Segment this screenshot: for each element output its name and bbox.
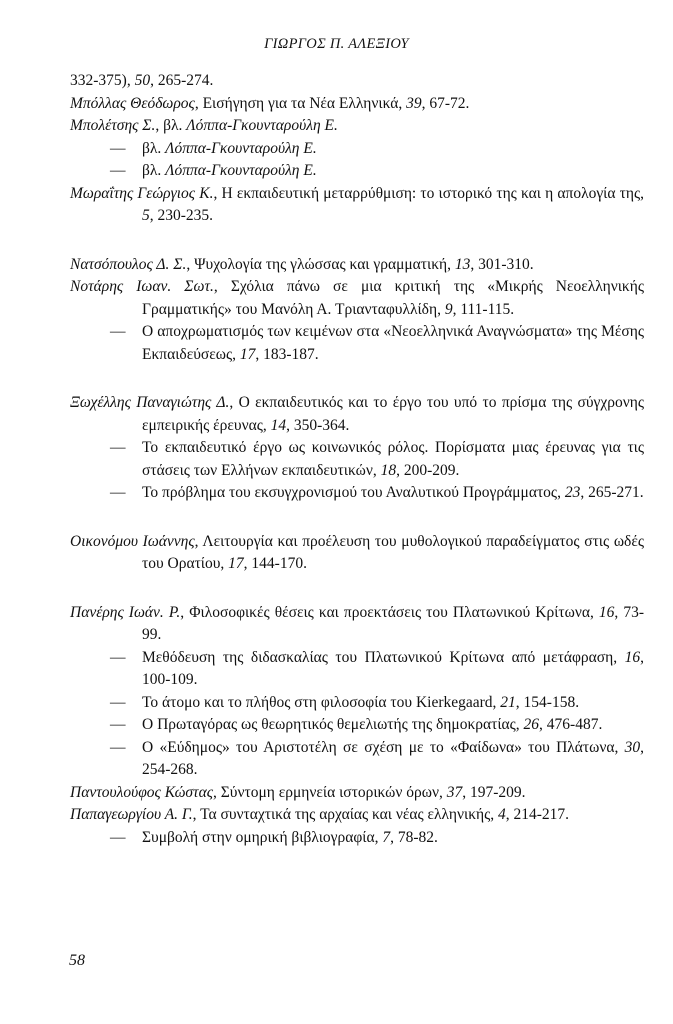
ditto-dash: — <box>110 162 126 179</box>
author-name: Μπολέτσης Σ. <box>70 117 156 134</box>
entry-text: , 144-170. <box>243 555 307 572</box>
index-entry <box>70 531 644 576</box>
citation-italic: Λόππα-Γκουνταρούλη Ε. <box>165 162 317 179</box>
entry-text: βλ. <box>142 139 166 157</box>
citation-italic: 14 <box>270 416 287 434</box>
entry-text: , 265-274. <box>150 72 214 89</box>
entry-text: , 230-235. <box>149 207 214 224</box>
entry-text: , 265-271. <box>580 484 644 501</box>
ditto-dash: — <box>110 484 126 501</box>
index-subentry <box>70 321 644 366</box>
author-name: Παντουλούφος Κώστας <box>70 783 214 801</box>
entry-text: , Φιλοσοφικές θέσεις και προεκτάσεις του Πλατωνικού Κρίτωνα, <box>180 603 599 621</box>
index-subentry <box>70 160 644 183</box>
index-entry <box>70 254 644 277</box>
page-number: 58 <box>69 952 85 969</box>
citation-italic: 17 <box>228 555 244 572</box>
entry-text: 332-375), <box>70 72 135 89</box>
running-head: ΓΙΩΡΓΟΣ Π. ΑΛΕΞΙΟΥ <box>264 36 409 52</box>
citation-italic: 30 <box>624 738 641 756</box>
entry-text: , Τα συνταχτικά της αρχαίας και νέας ελληνικής, <box>192 806 498 823</box>
citation-italic: 16 <box>624 648 641 666</box>
entry-text: , 100-109. <box>142 648 644 688</box>
author-name: Ξωχέλλης Παναγιώτης Δ. <box>70 394 230 411</box>
entry-text: , 73-99. <box>142 603 645 643</box>
entry-text: Ο «Εύδημος» του Αριστοτέλη σε σχέση με το «Φαίδωνα» του Πλάτωνα, <box>142 738 625 756</box>
ditto-dash: — <box>110 323 126 340</box>
ditto-dash: — <box>110 828 126 846</box>
entry-text: , 254-268. <box>142 738 644 778</box>
entry-text: Το πρόβλημα του εκσυγχρονισμού του Αναλυτικού Προγράμματος, <box>142 484 565 501</box>
index-entry <box>70 115 644 138</box>
index-subentry <box>70 827 644 850</box>
entry-text: , Ο εκπαιδευτικός και το έργο του υπό το πρίσμα της σύγχρονης εμπειρικής έρευνας, <box>142 394 645 434</box>
citation-italic: 37 <box>446 783 463 801</box>
author-name: Νοτάρης Ιωαν. Σωτ. <box>70 278 214 295</box>
entry-text: , 154-158. <box>515 693 580 711</box>
entry-text: , Εισήγηση για τα Νέα Ελληνικά, <box>194 94 407 112</box>
entry-text: , Η εκπαιδευτική μεταρρύθμιση: το ιστορικό της και η απολογία της, <box>213 184 644 202</box>
entry-text: βλ. <box>142 162 166 179</box>
index-entry <box>70 602 644 647</box>
index-subentry <box>70 138 644 161</box>
entry-text: , Λειτουργία και προέλευση του μυθολογικού παραδείγματος στις ωδές του Ορατίου, <box>142 532 644 572</box>
citation-italic: 21 <box>500 693 516 711</box>
index-subentry <box>70 647 644 692</box>
index-subentry <box>70 437 644 482</box>
entry-text: Ο αποχρωματισμός των κειμένων στα «Νεοελληνικά Αναγνώσματα» της Μέσης Εκπαιδεύσεως, <box>142 323 644 363</box>
ditto-dash: — <box>110 693 126 711</box>
citation-italic: Λόππα-Γκουνταρούλη Ε. <box>186 117 338 134</box>
entry-text: , 200-209. <box>396 461 460 479</box>
entry-text: Μεθόδευση της διδασκαλίας του Πλατωνικού Κρίτωνα από μετάφραση, <box>142 648 625 666</box>
author-name: Οικονόμου Ιωάννης <box>70 532 195 550</box>
citation-italic: Λόππα-Γκουνταρούλη Ε. <box>165 139 317 157</box>
index-continuation <box>70 70 644 93</box>
index-group <box>70 70 644 228</box>
author-name: Μπόλλας Θεόδωρος <box>70 94 195 112</box>
ditto-dash: — <box>110 738 126 756</box>
author-name: Πανέρης Ιωάν. Ρ. <box>70 603 181 621</box>
entry-text: Συμβολή στην ομηρική βιβλιογραφία, <box>142 828 383 846</box>
citation-italic: 16 <box>598 603 615 621</box>
citation-italic: 9 <box>444 300 453 318</box>
index-entry <box>70 276 644 321</box>
entry-text: , 350-364. <box>286 416 350 434</box>
citation-italic: 50 <box>134 72 151 89</box>
entry-text: , 214-217. <box>505 806 570 823</box>
entry-text: , 197-209. <box>462 783 526 801</box>
citation-italic: 13 <box>454 255 471 273</box>
entry-text: Το άτομο και το πλήθος στη φιλοσοφία του Kierkegaard, <box>142 693 501 711</box>
ditto-dash: — <box>110 139 126 157</box>
entry-text: Το εκπαιδευτικό έργο ως κοινωνικός ρόλος. Πορίσματα μιας έρευνας για τις στάσεις των Ελλήνων εκπαιδευτικών, <box>142 439 644 479</box>
entry-text: , Σχόλια πάνω σε μια κριτική της «Μικρής Νεοελληνικής Γραμματικής» του Μανόλη Α. Τριανταφυλλίδη, <box>142 278 644 318</box>
citation-italic: 26 <box>523 716 540 733</box>
entry-text: , 67-72. <box>421 94 470 112</box>
author-name: Παπαγεωργίου Α. Γ. <box>70 806 193 823</box>
ditto-dash: — <box>110 716 126 733</box>
author-name: Νατσόπουλος Δ. Σ. <box>70 255 187 273</box>
entry-text: , 301-310. <box>470 255 534 273</box>
citation-italic: 7 <box>382 828 391 846</box>
citation-italic: 17 <box>239 345 256 363</box>
index-entry <box>70 183 644 228</box>
citation-italic: 23 <box>564 484 581 501</box>
index-group <box>70 392 644 505</box>
index-subentry <box>70 737 644 782</box>
entry-text: , βλ. <box>155 117 187 134</box>
ditto-dash: — <box>110 439 126 456</box>
index-entry <box>70 804 644 827</box>
index-group <box>70 602 644 850</box>
entry-text: , 476-487. <box>539 716 603 733</box>
index-content <box>70 70 644 849</box>
index-entry <box>70 392 644 437</box>
citation-italic: 39 <box>406 94 422 112</box>
citation-italic: 18 <box>380 461 397 479</box>
citation-italic: 4 <box>498 806 506 823</box>
entry-text: , Ψυχολογία της γλώσσας και γραμματική, <box>186 255 455 273</box>
index-subentry <box>70 482 644 505</box>
index-group <box>70 254 644 367</box>
entry-text: , Σύντομη ερμηνεία ιστορικών όρων, <box>213 783 447 801</box>
index-group <box>70 531 644 576</box>
entry-text: , 111-115. <box>452 300 515 318</box>
index-subentry <box>70 714 644 737</box>
index-entry <box>70 782 644 805</box>
entry-text: Ο Πρωταγόρας ως θεωρητικός θεμελιωτής της δημοκρατίας, <box>142 716 524 733</box>
entry-text: , 78-82. <box>390 828 438 846</box>
index-subentry <box>70 692 644 715</box>
author-name: Μωραΐτης Γεώργιος Κ. <box>70 184 214 202</box>
entry-text: , 183-187. <box>255 345 319 363</box>
ditto-dash: — <box>110 648 126 666</box>
citation-italic: 5 <box>142 207 150 224</box>
index-entry <box>70 93 644 116</box>
